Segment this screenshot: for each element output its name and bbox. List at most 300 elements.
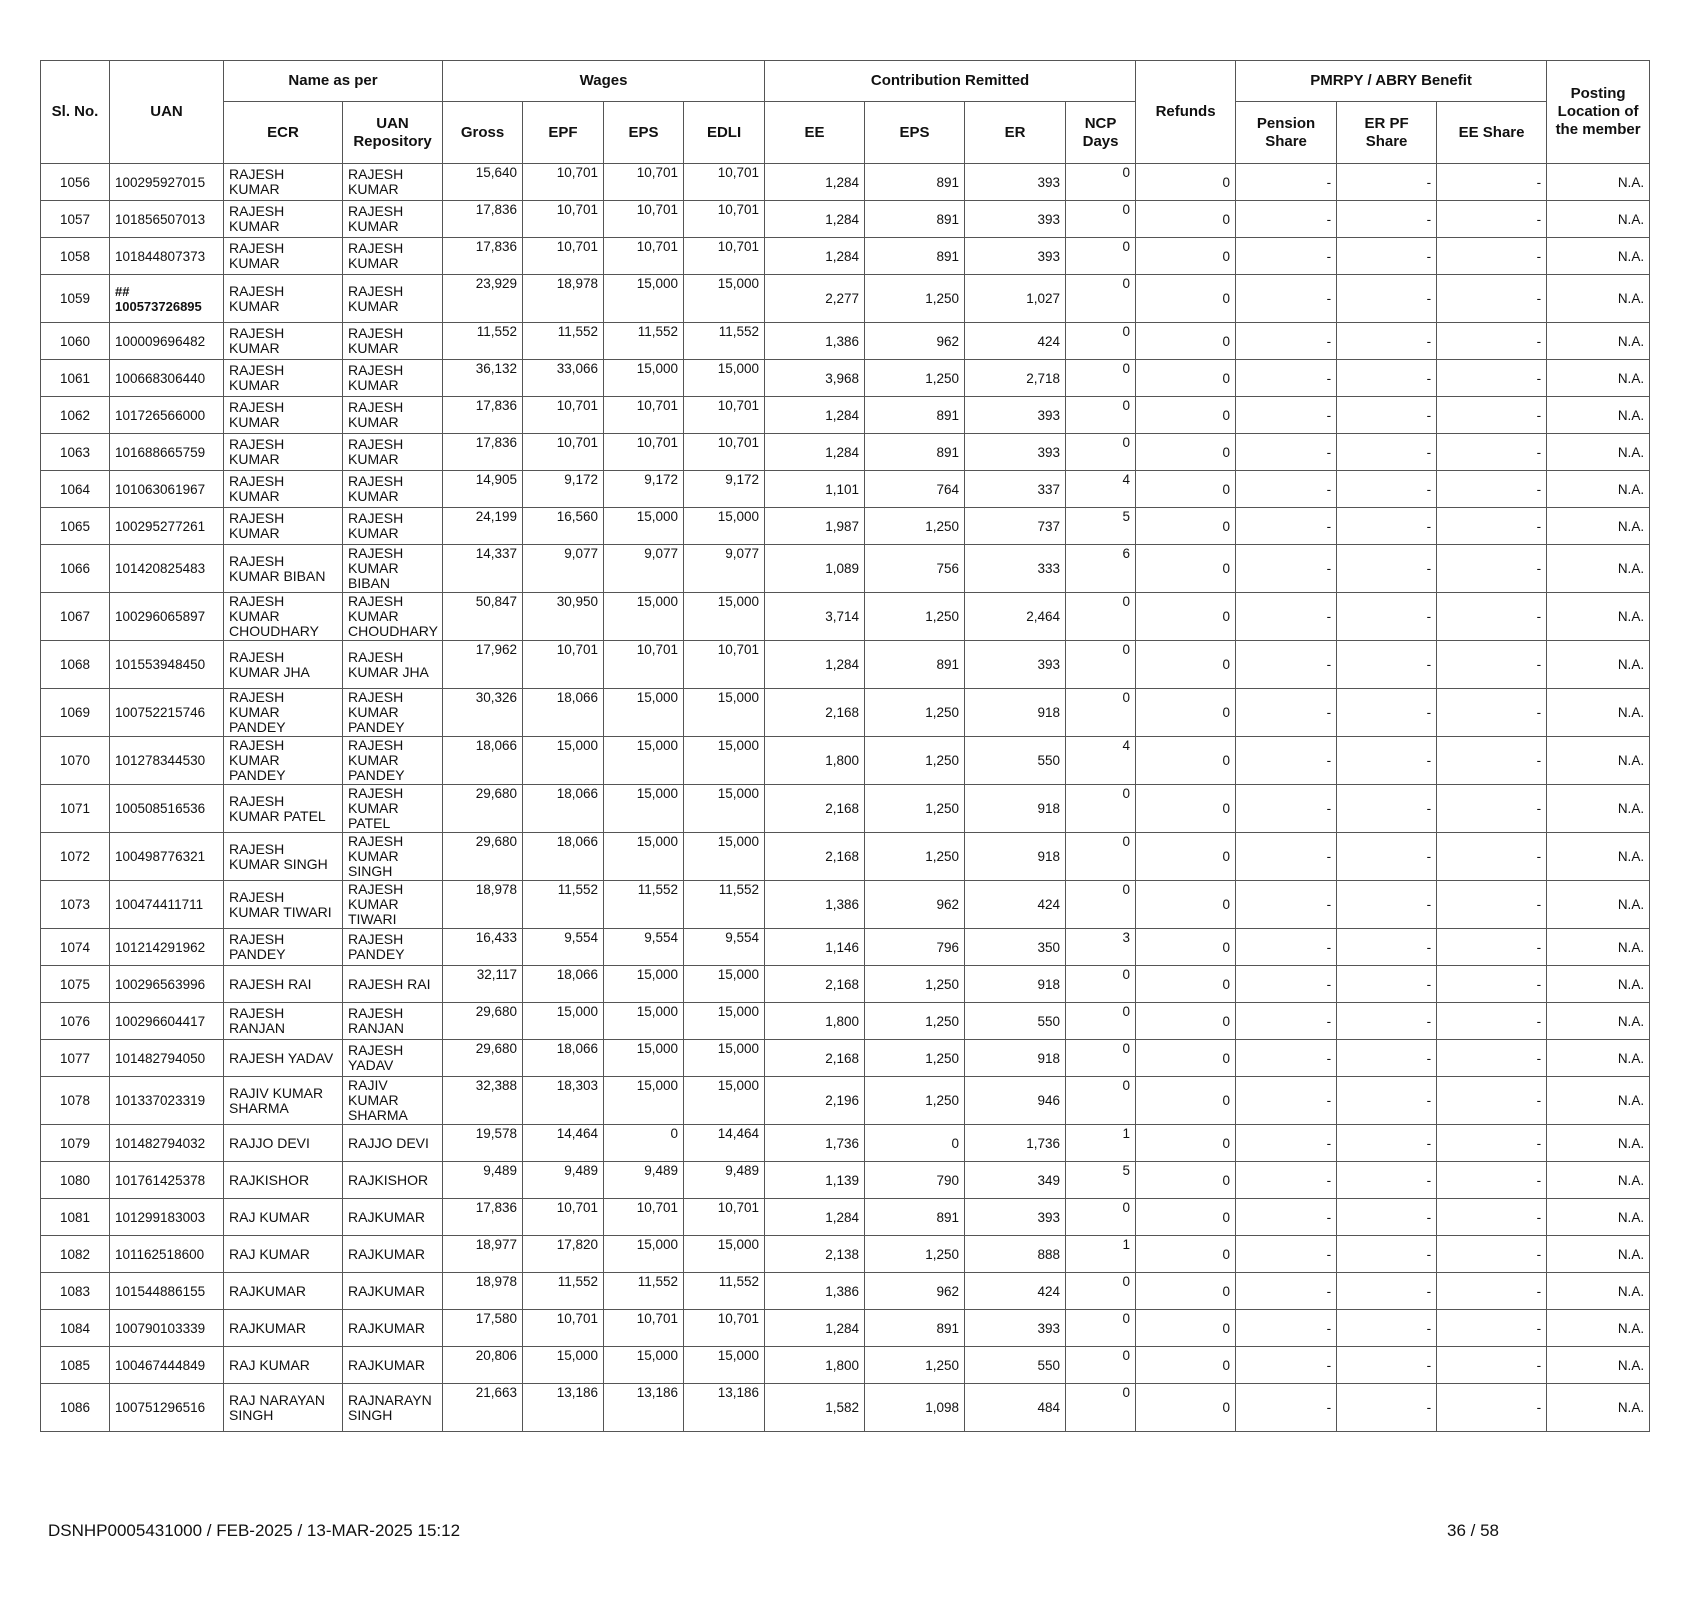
cell-er: 393 <box>965 1199 1066 1236</box>
cell-pension-share: - <box>1236 1310 1337 1347</box>
cell-name-ecr: RAJKUMAR <box>224 1273 343 1310</box>
cell-ncp-days: 0 <box>1066 881 1136 929</box>
cell-name-ecr: RAJESH KUMAR CHOUDHARY <box>224 593 343 641</box>
cell-refunds: 0 <box>1136 164 1236 201</box>
cell-wages-eps: 15,000 <box>604 785 684 833</box>
cell-refunds: 0 <box>1136 508 1236 545</box>
cell-name-uan-repository: RAJNARAYN SINGH <box>343 1384 443 1432</box>
cell-posting-location: N.A. <box>1547 966 1650 1003</box>
header-ncp-days: NCP Days <box>1066 102 1136 164</box>
cell-ncp-days: 0 <box>1066 785 1136 833</box>
cell-posting-location: N.A. <box>1547 238 1650 275</box>
cell-epf: 10,701 <box>523 201 604 238</box>
table-row <box>41 785 1650 833</box>
header-name-as-per: Name as per <box>224 61 443 102</box>
cell-gross: 32,388 <box>443 1077 523 1125</box>
cell-posting-location: N.A. <box>1547 508 1650 545</box>
cell-name-uan-repository: RAJESH YADAV <box>343 1040 443 1077</box>
cell-wages-eps: 15,000 <box>604 833 684 881</box>
cell-gross: 17,836 <box>443 1199 523 1236</box>
cell-name-ecr: RAJESH KUMAR <box>224 275 343 323</box>
cell-edli: 15,000 <box>684 1077 765 1125</box>
cell-er: 484 <box>965 1384 1066 1432</box>
cell-wages-eps: 15,000 <box>604 966 684 1003</box>
cell-sl-no: 1061 <box>41 360 110 397</box>
cell-gross: 16,433 <box>443 929 523 966</box>
cell-epf: 13,186 <box>523 1384 604 1432</box>
table-row <box>41 1125 1650 1162</box>
cell-name-uan-repository: RAJESH KUMAR <box>343 508 443 545</box>
cell-contribution-eps: 1,250 <box>865 689 965 737</box>
cell-er: 918 <box>965 785 1066 833</box>
cell-posting-location: N.A. <box>1547 1273 1650 1310</box>
cell-er: 737 <box>965 508 1066 545</box>
cell-er: 550 <box>965 737 1066 785</box>
cell-uan: 100296563996 <box>110 966 224 1003</box>
cell-name-ecr: RAJESH KUMAR <box>224 323 343 360</box>
cell-wages-eps: 15,000 <box>604 1040 684 1077</box>
cell-posting-location: N.A. <box>1547 360 1650 397</box>
cell-name-ecr: RAJESH KUMAR <box>224 164 343 201</box>
cell-name-uan-repository: RAJESH KUMAR <box>343 275 443 323</box>
cell-contribution-eps: 1,250 <box>865 275 965 323</box>
cell-gross: 17,836 <box>443 238 523 275</box>
cell-er: 424 <box>965 323 1066 360</box>
cell-sl-no: 1078 <box>41 1077 110 1125</box>
cell-epf: 18,303 <box>523 1077 604 1125</box>
cell-posting-location: N.A. <box>1547 833 1650 881</box>
cell-ncp-days: 0 <box>1066 1003 1136 1040</box>
cell-contribution-eps: 1,250 <box>865 1077 965 1125</box>
cell-ee: 1,146 <box>765 929 865 966</box>
header-uan-repository: UAN Repository <box>343 102 443 164</box>
cell-name-uan-repository: RAJESH KUMAR SINGH <box>343 833 443 881</box>
cell-er-pf-share: - <box>1337 929 1437 966</box>
cell-refunds: 0 <box>1136 737 1236 785</box>
footer-document-reference: DSNHP0005431000 / FEB-2025 / 13-MAR-2025 15:12 <box>48 1521 461 1540</box>
table-row <box>41 1347 1650 1384</box>
cell-er: 918 <box>965 1040 1066 1077</box>
cell-posting-location: N.A. <box>1547 1199 1650 1236</box>
cell-name-ecr: RAJ KUMAR <box>224 1199 343 1236</box>
cell-name-ecr: RAJESH KUMAR SINGH <box>224 833 343 881</box>
cell-edli: 9,554 <box>684 929 765 966</box>
cell-name-ecr: RAJIV KUMAR SHARMA <box>224 1077 343 1125</box>
cell-name-ecr: RAJESH KUMAR <box>224 397 343 434</box>
cell-er-pf-share: - <box>1337 1162 1437 1199</box>
cell-name-ecr: RAJESH RAI <box>224 966 343 1003</box>
cell-ee-share: - <box>1437 737 1547 785</box>
cell-sl-no: 1076 <box>41 1003 110 1040</box>
cell-uan: 101688665759 <box>110 434 224 471</box>
cell-contribution-eps: 891 <box>865 434 965 471</box>
cell-gross: 14,337 <box>443 545 523 593</box>
table-row <box>41 238 1650 275</box>
table-row <box>41 593 1650 641</box>
header-pmrpy-abry-benefit: PMRPY / ABRY Benefit <box>1236 61 1547 102</box>
cell-ee-share: - <box>1437 238 1547 275</box>
cell-wages-eps: 10,701 <box>604 1310 684 1347</box>
cell-contribution-eps: 0 <box>865 1125 965 1162</box>
cell-epf: 18,066 <box>523 1040 604 1077</box>
cell-ee: 1,284 <box>765 1310 865 1347</box>
cell-pension-share: - <box>1236 275 1337 323</box>
cell-wages-eps: 10,701 <box>604 397 684 434</box>
cell-contribution-eps: 891 <box>865 1310 965 1347</box>
cell-posting-location: N.A. <box>1547 929 1650 966</box>
table-row <box>41 833 1650 881</box>
table-row <box>41 471 1650 508</box>
cell-uan: 100790103339 <box>110 1310 224 1347</box>
cell-ncp-days: 4 <box>1066 737 1136 785</box>
cell-refunds: 0 <box>1136 238 1236 275</box>
cell-ncp-days: 0 <box>1066 1077 1136 1125</box>
cell-epf: 10,701 <box>523 397 604 434</box>
cell-posting-location: N.A. <box>1547 1236 1650 1273</box>
cell-pension-share: - <box>1236 397 1337 434</box>
cell-edli: 10,701 <box>684 434 765 471</box>
cell-er-pf-share: - <box>1337 1125 1437 1162</box>
cell-name-uan-repository: RAJESH KUMAR CHOUDHARY <box>343 593 443 641</box>
cell-gross: 17,580 <box>443 1310 523 1347</box>
cell-ncp-days: 5 <box>1066 508 1136 545</box>
cell-posting-location: N.A. <box>1547 397 1650 434</box>
cell-edli: 15,000 <box>684 593 765 641</box>
cell-sl-no: 1079 <box>41 1125 110 1162</box>
table-row <box>41 881 1650 929</box>
cell-er-pf-share: - <box>1337 593 1437 641</box>
table-row <box>41 360 1650 397</box>
cell-ncp-days: 1 <box>1066 1236 1136 1273</box>
cell-sl-no: 1069 <box>41 689 110 737</box>
cell-posting-location: N.A. <box>1547 545 1650 593</box>
cell-name-ecr: RAJ KUMAR <box>224 1347 343 1384</box>
cell-pension-share: - <box>1236 471 1337 508</box>
cell-gross: 21,663 <box>443 1384 523 1432</box>
cell-pension-share: - <box>1236 1125 1337 1162</box>
cell-ee-share: - <box>1437 1077 1547 1125</box>
cell-gross: 17,962 <box>443 641 523 689</box>
cell-er: 424 <box>965 881 1066 929</box>
cell-uan: 101553948450 <box>110 641 224 689</box>
table-row <box>41 1162 1650 1199</box>
cell-sl-no: 1058 <box>41 238 110 275</box>
cell-name-ecr: RAJESH PANDEY <box>224 929 343 966</box>
header-contribution-remitted: Contribution Remitted <box>765 61 1136 102</box>
header-refunds: Refunds <box>1136 61 1236 164</box>
cell-ee: 2,168 <box>765 785 865 833</box>
cell-ee: 1,284 <box>765 238 865 275</box>
cell-wages-eps: 15,000 <box>604 1347 684 1384</box>
cell-wages-eps: 9,489 <box>604 1162 684 1199</box>
cell-wages-eps: 10,701 <box>604 1199 684 1236</box>
table-row <box>41 275 1650 323</box>
cell-er: 550 <box>965 1003 1066 1040</box>
cell-wages-eps: 9,077 <box>604 545 684 593</box>
cell-ncp-days: 0 <box>1066 1347 1136 1384</box>
cell-wages-eps: 11,552 <box>604 1273 684 1310</box>
cell-er-pf-share: - <box>1337 238 1437 275</box>
cell-edli: 15,000 <box>684 785 765 833</box>
cell-sl-no: 1060 <box>41 323 110 360</box>
cell-wages-eps: 15,000 <box>604 360 684 397</box>
cell-wages-eps: 15,000 <box>604 1077 684 1125</box>
table-row <box>41 508 1650 545</box>
cell-ee: 1,284 <box>765 397 865 434</box>
cell-refunds: 0 <box>1136 881 1236 929</box>
header-edli: EDLI <box>684 102 765 164</box>
cell-contribution-eps: 962 <box>865 881 965 929</box>
cell-er: 393 <box>965 641 1066 689</box>
cell-sl-no: 1080 <box>41 1162 110 1199</box>
table-row <box>41 1040 1650 1077</box>
cell-edli: 13,186 <box>684 1384 765 1432</box>
cell-pension-share: - <box>1236 1077 1337 1125</box>
cell-uan: 100467444849 <box>110 1347 224 1384</box>
cell-uan: 100296604417 <box>110 1003 224 1040</box>
cell-ee-share: - <box>1437 360 1547 397</box>
cell-gross: 14,905 <box>443 471 523 508</box>
table-row <box>41 1310 1650 1347</box>
header-contribution-eps: EPS <box>865 102 965 164</box>
cell-wages-eps: 15,000 <box>604 1003 684 1040</box>
cell-sl-no: 1071 <box>41 785 110 833</box>
cell-posting-location: N.A. <box>1547 1125 1650 1162</box>
cell-ncp-days: 0 <box>1066 164 1136 201</box>
cell-ncp-days: 3 <box>1066 929 1136 966</box>
cell-edli: 11,552 <box>684 1273 765 1310</box>
table-row <box>41 929 1650 966</box>
cell-wages-eps: 10,701 <box>604 164 684 201</box>
cell-sl-no: 1065 <box>41 508 110 545</box>
cell-ee: 1,386 <box>765 1273 865 1310</box>
cell-pension-share: - <box>1236 1162 1337 1199</box>
cell-pension-share: - <box>1236 201 1337 238</box>
cell-ee-share: - <box>1437 929 1547 966</box>
cell-contribution-eps: 962 <box>865 323 965 360</box>
cell-er-pf-share: - <box>1337 201 1437 238</box>
cell-pension-share: - <box>1236 689 1337 737</box>
cell-er-pf-share: - <box>1337 1384 1437 1432</box>
cell-name-uan-repository: RAJKISHOR <box>343 1162 443 1199</box>
cell-pension-share: - <box>1236 881 1337 929</box>
cell-epf: 9,077 <box>523 545 604 593</box>
cell-uan: 100296065897 <box>110 593 224 641</box>
cell-ncp-days: 0 <box>1066 833 1136 881</box>
cell-er-pf-share: - <box>1337 1199 1437 1236</box>
cell-wages-eps: 0 <box>604 1125 684 1162</box>
cell-wages-eps: 15,000 <box>604 689 684 737</box>
cell-gross: 23,929 <box>443 275 523 323</box>
cell-pension-share: - <box>1236 833 1337 881</box>
cell-name-ecr: RAJESH KUMAR BIBAN <box>224 545 343 593</box>
cell-ee-share: - <box>1437 785 1547 833</box>
ecr-contribution-table <box>40 60 1650 1432</box>
header-wages-eps: EPS <box>604 102 684 164</box>
cell-refunds: 0 <box>1136 1125 1236 1162</box>
cell-ee-share: - <box>1437 1003 1547 1040</box>
cell-contribution-eps: 1,250 <box>865 785 965 833</box>
cell-posting-location: N.A. <box>1547 593 1650 641</box>
cell-epf: 18,978 <box>523 275 604 323</box>
header-er: ER <box>965 102 1066 164</box>
cell-edli: 10,701 <box>684 1199 765 1236</box>
cell-epf: 16,560 <box>523 508 604 545</box>
cell-edli: 15,000 <box>684 275 765 323</box>
cell-refunds: 0 <box>1136 275 1236 323</box>
cell-ncp-days: 1 <box>1066 1125 1136 1162</box>
cell-edli: 10,701 <box>684 238 765 275</box>
cell-contribution-eps: 891 <box>865 1199 965 1236</box>
cell-refunds: 0 <box>1136 201 1236 238</box>
cell-contribution-eps: 1,250 <box>865 1236 965 1273</box>
cell-refunds: 0 <box>1136 1310 1236 1347</box>
cell-refunds: 0 <box>1136 545 1236 593</box>
cell-ee-share: - <box>1437 164 1547 201</box>
cell-posting-location: N.A. <box>1547 1384 1650 1432</box>
cell-name-ecr: RAJKUMAR <box>224 1310 343 1347</box>
cell-name-uan-repository: RAJESH KUMAR PATEL <box>343 785 443 833</box>
cell-refunds: 0 <box>1136 929 1236 966</box>
cell-uan: 101214291962 <box>110 929 224 966</box>
cell-er-pf-share: - <box>1337 966 1437 1003</box>
cell-uan: 100474411711 <box>110 881 224 929</box>
cell-name-ecr: RAJESH KUMAR <box>224 201 343 238</box>
table-row <box>41 323 1650 360</box>
cell-er-pf-share: - <box>1337 1236 1437 1273</box>
cell-wages-eps: 10,701 <box>604 641 684 689</box>
cell-uan: 101299183003 <box>110 1199 224 1236</box>
cell-uan: 101420825483 <box>110 545 224 593</box>
cell-refunds: 0 <box>1136 966 1236 1003</box>
cell-refunds: 0 <box>1136 471 1236 508</box>
cell-contribution-eps: 1,098 <box>865 1384 965 1432</box>
cell-uan: 101856507013 <box>110 201 224 238</box>
cell-gross: 18,977 <box>443 1236 523 1273</box>
cell-edli: 9,489 <box>684 1162 765 1199</box>
cell-ee: 1,089 <box>765 545 865 593</box>
cell-ee: 1,284 <box>765 641 865 689</box>
cell-refunds: 0 <box>1136 689 1236 737</box>
cell-name-ecr: RAJESH KUMAR PATEL <box>224 785 343 833</box>
cell-sl-no: 1066 <box>41 545 110 593</box>
cell-er-pf-share: - <box>1337 545 1437 593</box>
cell-uan: 101544886155 <box>110 1273 224 1310</box>
cell-ee: 2,196 <box>765 1077 865 1125</box>
cell-pension-share: - <box>1236 1003 1337 1040</box>
cell-wages-eps: 11,552 <box>604 323 684 360</box>
cell-epf: 11,552 <box>523 881 604 929</box>
cell-ee: 2,168 <box>765 833 865 881</box>
cell-er: 333 <box>965 545 1066 593</box>
cell-name-uan-repository: RAJESH KUMAR PANDEY <box>343 689 443 737</box>
cell-er-pf-share: - <box>1337 785 1437 833</box>
cell-epf: 10,701 <box>523 238 604 275</box>
cell-er: 888 <box>965 1236 1066 1273</box>
cell-name-uan-repository: RAJESH KUMAR <box>343 201 443 238</box>
cell-wages-eps: 11,552 <box>604 881 684 929</box>
cell-name-ecr: RAJJO DEVI <box>224 1125 343 1162</box>
header-pension-share: Pension Share <box>1236 102 1337 164</box>
cell-posting-location: N.A. <box>1547 471 1650 508</box>
cell-ee-share: - <box>1437 323 1547 360</box>
cell-wages-eps: 15,000 <box>604 737 684 785</box>
cell-epf: 14,464 <box>523 1125 604 1162</box>
cell-edli: 15,000 <box>684 737 765 785</box>
cell-pension-share: - <box>1236 508 1337 545</box>
cell-ncp-days: 0 <box>1066 641 1136 689</box>
cell-ee-share: - <box>1437 593 1547 641</box>
table-row <box>41 1384 1650 1432</box>
cell-sl-no: 1068 <box>41 641 110 689</box>
cell-refunds: 0 <box>1136 593 1236 641</box>
cell-pension-share: - <box>1236 1199 1337 1236</box>
cell-epf: 17,820 <box>523 1236 604 1273</box>
cell-ee: 1,101 <box>765 471 865 508</box>
cell-refunds: 0 <box>1136 434 1236 471</box>
header-posting-location: Posting Location of the member <box>1547 61 1650 164</box>
cell-gross: 18,978 <box>443 1273 523 1310</box>
cell-er: 918 <box>965 689 1066 737</box>
cell-ncp-days: 4 <box>1066 471 1136 508</box>
cell-wages-eps: 13,186 <box>604 1384 684 1432</box>
cell-pension-share: - <box>1236 785 1337 833</box>
cell-gross: 29,680 <box>443 1040 523 1077</box>
cell-posting-location: N.A. <box>1547 201 1650 238</box>
cell-uan: 100295927015 <box>110 164 224 201</box>
cell-name-ecr: RAJ NARAYAN SINGH <box>224 1384 343 1432</box>
cell-wages-eps: 9,554 <box>604 929 684 966</box>
cell-epf: 10,701 <box>523 1310 604 1347</box>
cell-epf: 10,701 <box>523 641 604 689</box>
cell-edli: 14,464 <box>684 1125 765 1162</box>
cell-pension-share: - <box>1236 1273 1337 1310</box>
cell-sl-no: 1070 <box>41 737 110 785</box>
cell-pension-share: - <box>1236 545 1337 593</box>
cell-sl-no: 1081 <box>41 1199 110 1236</box>
cell-ncp-days: 0 <box>1066 593 1136 641</box>
cell-gross: 36,132 <box>443 360 523 397</box>
cell-gross: 20,806 <box>443 1347 523 1384</box>
cell-uan: 101278344530 <box>110 737 224 785</box>
table-row <box>41 201 1650 238</box>
cell-edli: 15,000 <box>684 360 765 397</box>
cell-refunds: 0 <box>1136 1199 1236 1236</box>
cell-epf: 15,000 <box>523 1347 604 1384</box>
cell-posting-location: N.A. <box>1547 1077 1650 1125</box>
cell-er-pf-share: - <box>1337 434 1437 471</box>
cell-contribution-eps: 1,250 <box>865 966 965 1003</box>
cell-sl-no: 1086 <box>41 1384 110 1432</box>
cell-refunds: 0 <box>1136 641 1236 689</box>
table-row <box>41 1236 1650 1273</box>
table-row <box>41 397 1650 434</box>
cell-ncp-days: 0 <box>1066 1273 1136 1310</box>
cell-name-ecr: RAJESH YADAV <box>224 1040 343 1077</box>
cell-ee: 2,168 <box>765 1040 865 1077</box>
cell-ee-share: - <box>1437 1125 1547 1162</box>
cell-edli: 10,701 <box>684 1310 765 1347</box>
cell-contribution-eps: 1,250 <box>865 360 965 397</box>
cell-gross: 50,847 <box>443 593 523 641</box>
cell-posting-location: N.A. <box>1547 275 1650 323</box>
cell-ncp-days: 0 <box>1066 689 1136 737</box>
cell-name-uan-repository: RAJKUMAR <box>343 1347 443 1384</box>
cell-name-ecr: RAJESH KUMAR PANDEY <box>224 737 343 785</box>
cell-name-ecr: RAJESH KUMAR <box>224 238 343 275</box>
cell-posting-location: N.A. <box>1547 1040 1650 1077</box>
cell-posting-location: N.A. <box>1547 434 1650 471</box>
